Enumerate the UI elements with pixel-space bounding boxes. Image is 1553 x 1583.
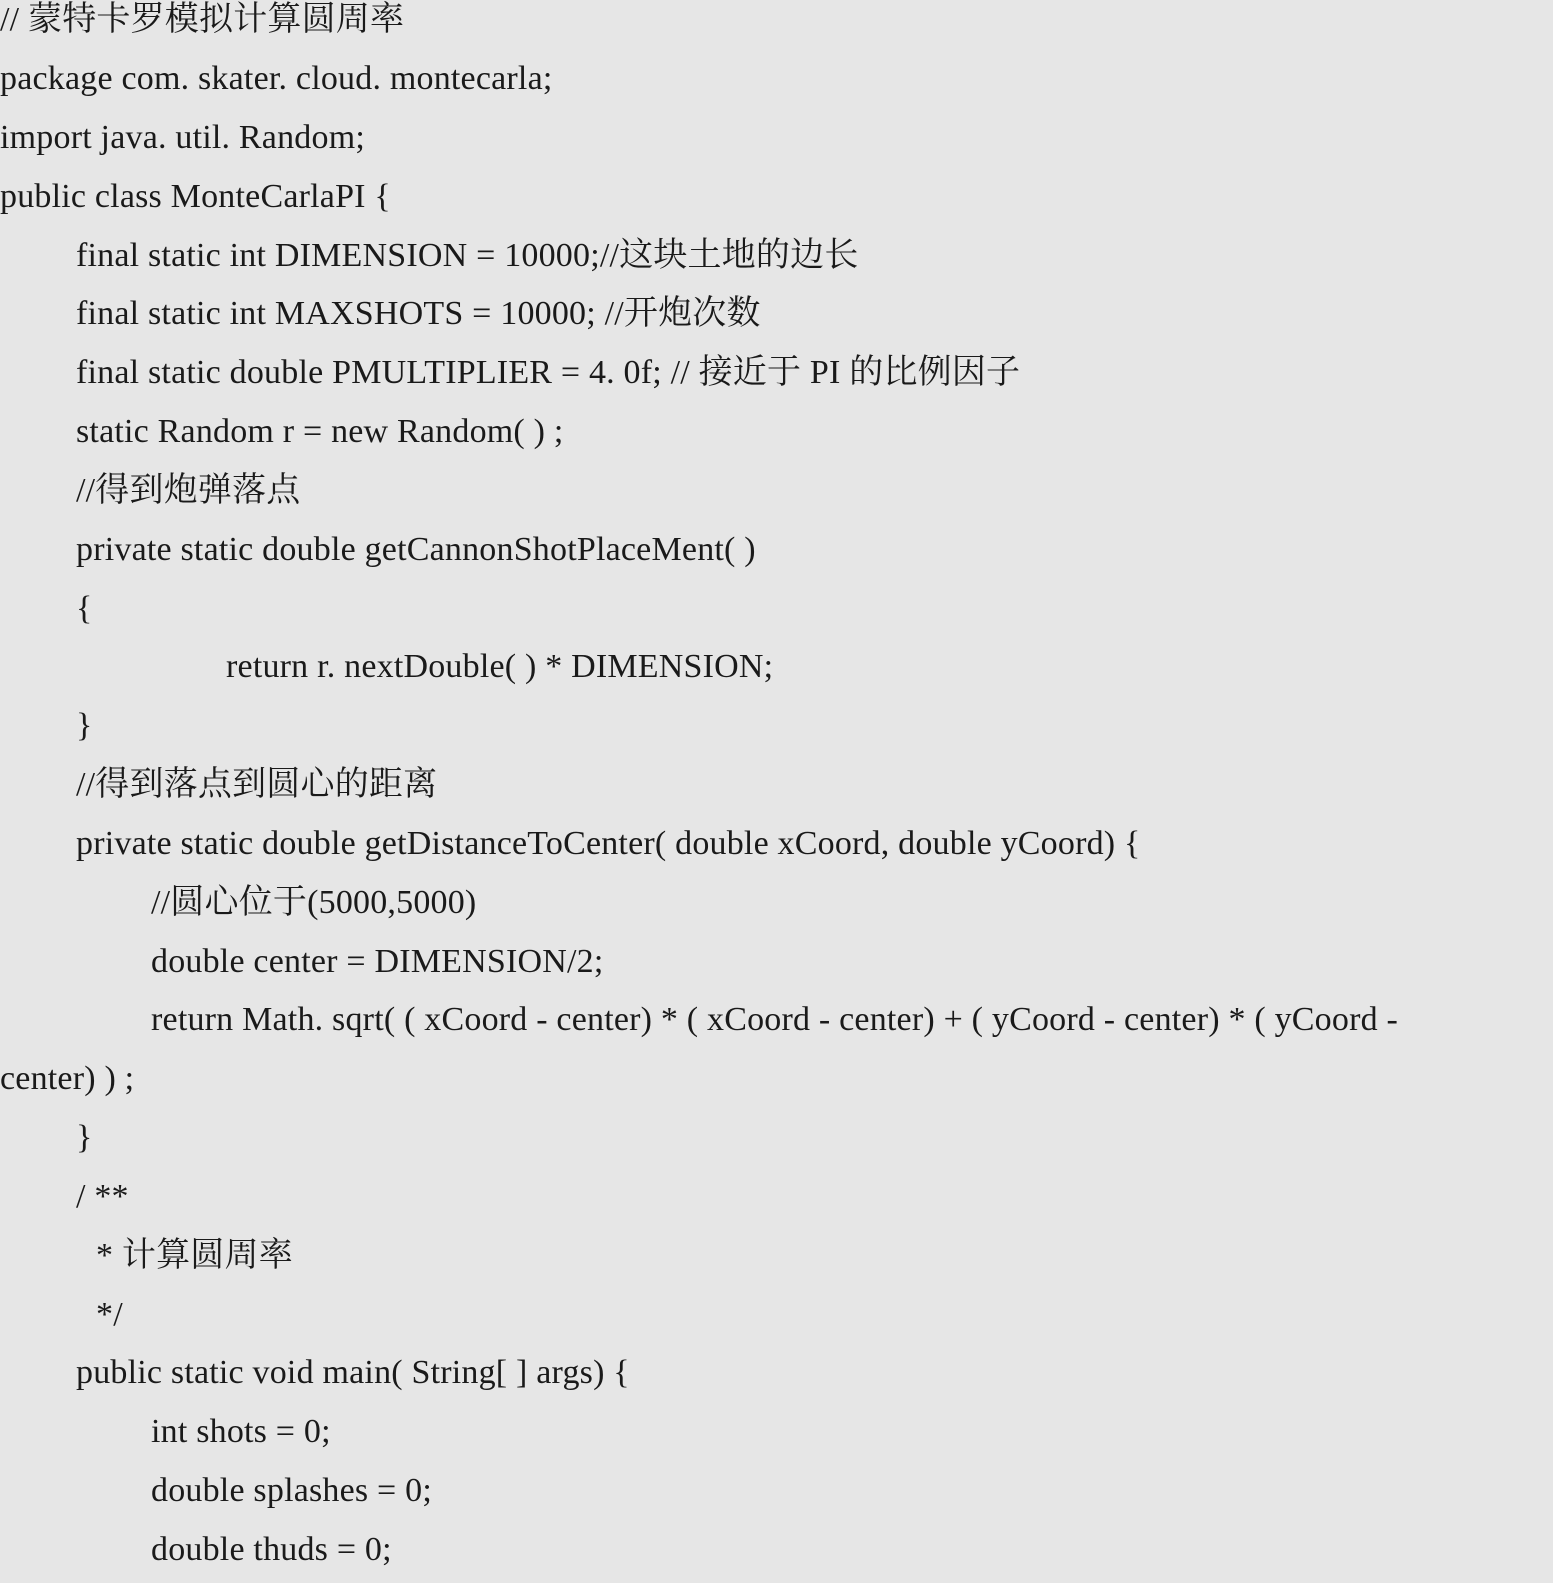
code-line-class-declaration: public class MonteCarlaPI {	[0, 178, 391, 215]
code-line-method-signature-distance: private static double getDistanceToCenter( double xCoord, double yCoord) {	[76, 825, 1141, 862]
code-line-javadoc-end: */	[96, 1296, 123, 1333]
code-line-return-sqrt: return Math. sqrt( ( xCoord - center) * ( xCoord - center) + ( yCoord - center) * ( yCoord -	[151, 1001, 1399, 1038]
code-line-pmultiplier-constant: final static double PMULTIPLIER = 4. 0f; // 接近于 PI 的比例因子	[76, 354, 1021, 391]
code-line-maxshots-constant: final static int MAXSHOTS = 10000; //开炮次数	[76, 295, 761, 332]
code-line-import: import java. util. Random;	[0, 119, 365, 156]
code-line-splashes-variable: double splashes = 0;	[151, 1472, 432, 1509]
code-line-comment-distance: //得到落点到圆心的距离	[76, 766, 438, 803]
code-line-thuds-variable: double thuds = 0;	[151, 1531, 392, 1568]
code-line-comment-shot-place: //得到炮弹落点	[76, 472, 301, 509]
code-line-comment-center: //圆心位于(5000,5000)	[151, 884, 477, 921]
code-line-return-sqrt-continued: center) ) ;	[0, 1060, 135, 1097]
code-line-dimension-constant: final static int DIMENSION = 10000;//这块土地的边长	[76, 237, 859, 274]
code-line-main-signature: public static void main( String[ ] args) {	[76, 1354, 630, 1391]
code-line-package: package com. skater. cloud. montecarla;	[0, 60, 553, 97]
code-line-javadoc-body: * 计算圆周率	[96, 1237, 293, 1274]
code-line-open-brace: {	[76, 590, 93, 627]
code-line-method-signature-shot: private static double getCannonShotPlaceMent( )	[76, 531, 756, 568]
code-line-close-brace: }	[76, 1119, 93, 1156]
code-line-random-field: static Random r = new Random( ) ;	[76, 413, 564, 450]
code-line-shots-variable: int shots = 0;	[151, 1413, 331, 1450]
code-line-return-next-double: return r. nextDouble( ) * DIMENSION;	[226, 648, 774, 685]
code-line-comment-title: // 蒙特卡罗模拟计算圆周率	[0, 1, 405, 38]
code-line-center-variable: double center = DIMENSION/2;	[151, 943, 604, 980]
code-line-javadoc-start: / **	[76, 1178, 129, 1215]
code-line-close-brace: }	[76, 707, 93, 744]
